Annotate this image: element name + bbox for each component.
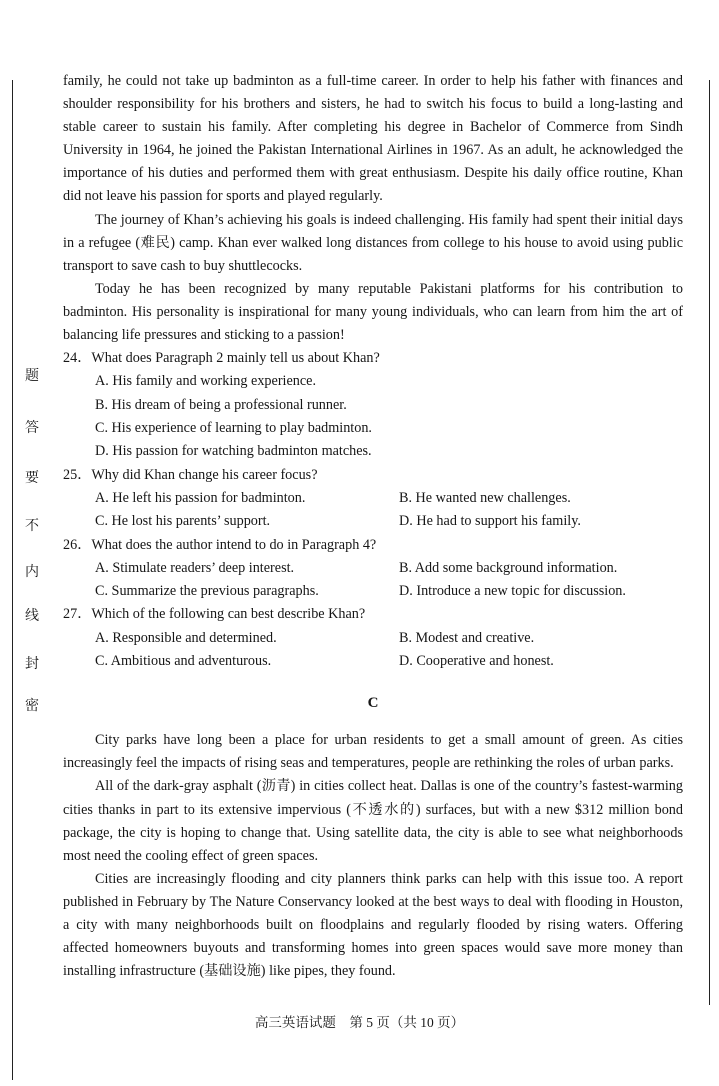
left-margin-line	[12, 80, 13, 1080]
option: D. Introduce a new topic for discussion.	[399, 583, 626, 600]
option: B. His dream of being a professional runner.	[95, 396, 347, 413]
question-27	[63, 603, 683, 673]
right-margin-line	[709, 80, 710, 1005]
page-footer: 高三英语试题 第 5 页（共 10 页）	[254, 1015, 465, 1030]
passage-c-paragraph: City parks have long been a place for urban residents to get a small amount of green. As cities increasingly feel the impacts of rising seas and temperatures, people are rethinking the roles of urban parks.	[63, 732, 683, 772]
question-stem: 24．What does Paragraph 2 mainly tell us about Khan?	[63, 350, 380, 367]
option: A. He left his passion for badminton.	[95, 489, 306, 506]
question-24	[63, 347, 683, 463]
option: A. His family and working experience.	[95, 373, 317, 390]
seal-char: 答	[25, 421, 39, 436]
seal-char: 线	[25, 609, 39, 624]
passage-b-paragraph: family, he could not take up badminton as a full-time career. In order to help his father with finances and shoulder responsibility for his brothers and sisters, he had to switch his focus to build a long-lasting and stable career to sustain his family. After completing his degree in Bachelor of Commerce from Sindh University in 1964, he joined the Pakistan International Airlines in 1967. As an adult, he acknowledged the importance of his duties and performed them with great enthusiasm. Despite his daily office routine, Khan did not leave his passion for sports and played regularly.	[63, 73, 683, 205]
question-25	[63, 464, 683, 534]
option: B. He wanted new challenges.	[399, 489, 571, 506]
option: C. He lost his parents’ support.	[95, 513, 271, 530]
option: D. Cooperative and honest.	[399, 652, 554, 669]
option: A. Stimulate readers’ deep interest.	[95, 559, 295, 576]
passage-b-paragraph: Today he has been recognized by many reputable Pakistani platforms for his contribution to badminton. His personality is inspirational for many young individuals, who can learn from him the art of balancing life pressures and sticking to a passion!	[63, 280, 683, 344]
seal-char: 封	[25, 657, 39, 672]
option: B. Add some background information.	[399, 559, 618, 576]
option: A. Responsible and determined.	[95, 629, 277, 646]
question-stem: 25．Why did Khan change his career focus?	[63, 466, 318, 483]
option: C. Ambitious and adventurous.	[95, 652, 272, 669]
passage-c-paragraph: Cities are increasingly flooding and city planners think parks can help with this issue too. A report published in February by The Nature Conservancy looked at the best ways to deal with flooding in Houston, a city with many neighborhoods built on floodplains and regularly flooded by rising waters. Offering affected homeowners buyouts and transforming homes into green spaces would save more money than installing infrastructure (基础设施) like pipes, they found.	[63, 870, 683, 980]
seal-char: 密	[25, 699, 39, 714]
question-26	[63, 534, 683, 604]
seal-char: 要	[25, 471, 39, 486]
section-c-heading: C	[367, 695, 379, 712]
option: C. His experience of learning to play badminton.	[95, 420, 372, 437]
seal-char: 题	[25, 369, 39, 384]
exam-page	[63, 70, 683, 983]
option: C. Summarize the previous paragraphs.	[95, 583, 319, 600]
passage-c-paragraph: All of the dark-gray asphalt (沥青) in cities collect heat. Dallas is one of the country’s fastest-warming cities thanks in part to its extensive impervious (不透水的) surfaces, but with a new $312 million bond package, the city is hoping to change that. Using satellite data, the city is able to see what neighborhoods most need the cooling effect of green spaces.	[63, 778, 683, 864]
passage-b-paragraph: The journey of Khan’s achieving his goals is indeed challenging. His family had spent their initial days in a refugee (难民) camp. Khan ever walked long distances from college to his house to avoid using public transport to save cash to buy shuttlecocks.	[63, 211, 683, 274]
question-stem: 27．Which of the following can best describe Khan?	[63, 606, 366, 623]
seal-char: 内	[25, 565, 39, 580]
option: D. His passion for watching badminton matches.	[95, 443, 372, 460]
option: D. He had to support his family.	[399, 513, 581, 530]
seal-char: 不	[25, 519, 39, 534]
option: B. Modest and creative.	[399, 629, 535, 646]
question-stem: 26．What does the author intend to do in Paragraph 4?	[63, 536, 377, 553]
